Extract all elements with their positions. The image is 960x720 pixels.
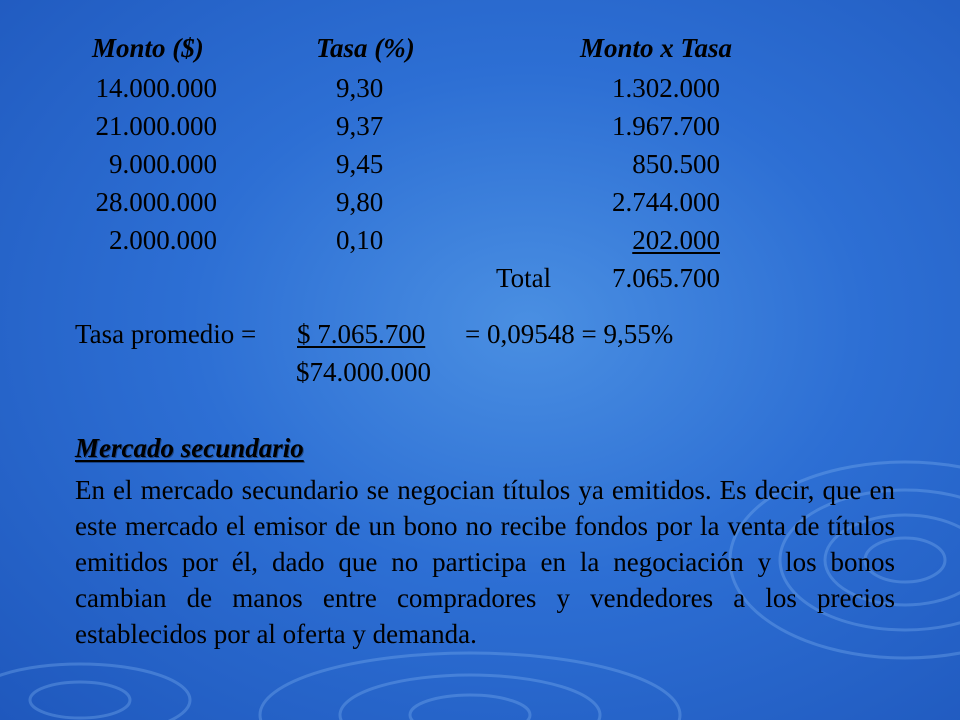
formula-result: = 0,09548 = 9,55% (465, 319, 674, 349)
row-1-producto: 1.302.000 (612, 73, 720, 103)
row-2-monto: 21.000.000 (95, 111, 217, 141)
section-heading: Mercado secundario (75, 433, 304, 463)
row-2-tasa: 9,37 (336, 111, 384, 141)
row-3-tasa: 9,45 (336, 149, 384, 179)
formula-label: Tasa promedio = (75, 319, 257, 349)
header-tasa: Tasa (%) (316, 33, 415, 63)
row-5-tasa: 0,10 (336, 225, 384, 255)
section-paragraph: En el mercado secundario se negocian títulos ya emitidos. Es decir, que en este mercado el emisor de un bono no recibe fondos por la venta de títulos emitidos por él, dado que no participa en la negociación y los bonos cambian de manos entre compradores y vendedores a los precios establecidos por al oferta y demanda. (75, 475, 895, 649)
row-1-tasa: 9,30 (336, 73, 384, 103)
header-monto: Monto ($) (92, 33, 204, 63)
formula-denominator: $74.000.000 (296, 357, 431, 387)
row-1-monto: 14.000.000 (95, 73, 217, 103)
row-5-monto: 2.000.000 (109, 225, 217, 255)
header-monto-x-tasa: Monto x Tasa (580, 33, 733, 63)
total-value: 7.065.700 (612, 263, 720, 293)
row-2-producto: 1.967.700 (612, 111, 720, 141)
total-label: Total (496, 263, 552, 293)
row-4-producto: 2.744.000 (612, 187, 720, 217)
row-3-producto: 850.500 (632, 149, 720, 179)
row-3-monto: 9.000.000 (109, 149, 217, 179)
row-5-producto: 202.000 (632, 225, 720, 255)
row-4-tasa: 9,80 (336, 187, 384, 217)
formula-numerator: $ 7.065.700 (297, 319, 426, 349)
row-4-monto: 28.000.000 (95, 187, 217, 217)
